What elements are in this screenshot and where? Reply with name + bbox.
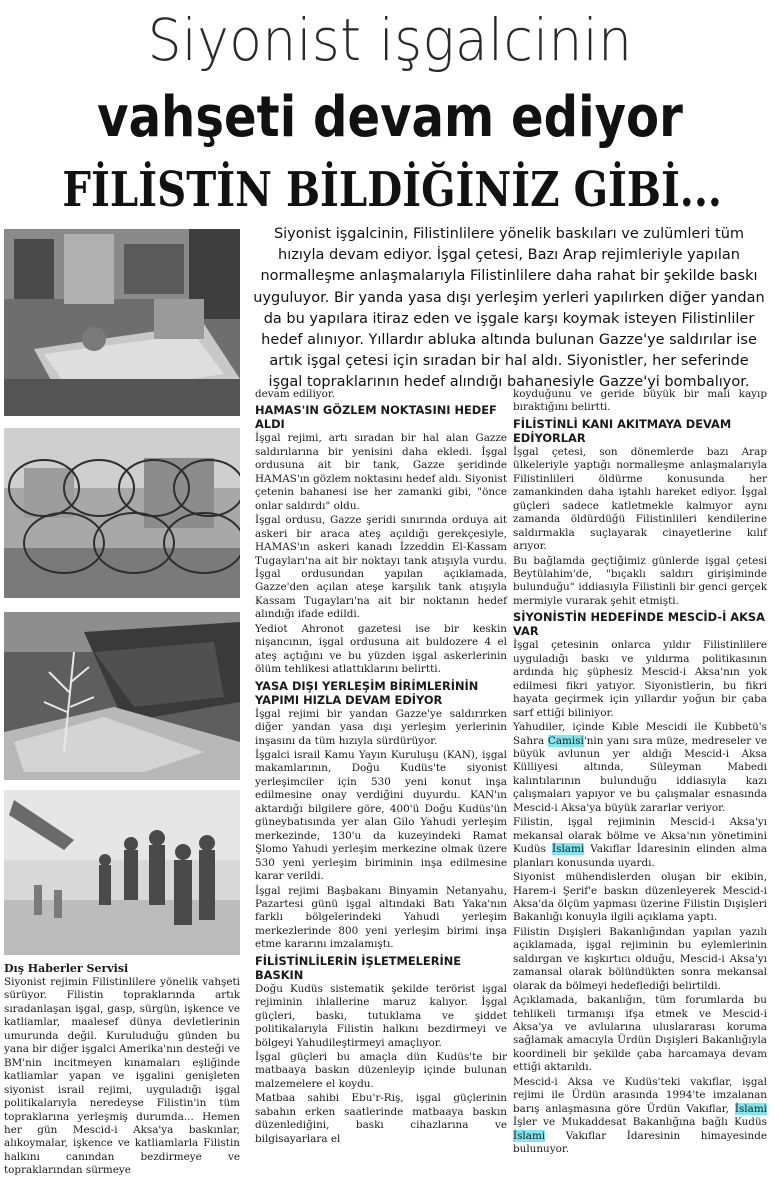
caption-text: Siyonist rejimin Filistinlilere yönelik vahşeti sürüyor. Filistin topraklarında artık sıradanlaşan işgal, gasp, sürgün, işkence ve katliamlar, maalesef dünya devletlerinin umurunda değil. Kuruluduğu günden bu yana bir diğer işgalci Amerika'nın desteği ve BM'nin incitmeyen kınamaları eşliğinde katliamlar yapan ve işgalini genişleten siyonist israil rejimi, uyguladığı işgal politikalarıyla neredeyse Filistin'in tüm topraklarına yerleşmiş durumda... Hemen her gün Mescid-i Aksa'ya baskınlar, alıkoymalar, işkence ve katliamlarla Filistin halkını canından bezdirmeye ve topraklarından sürmeye <box>4 976 240 1177</box>
highlighted-word: İslami <box>513 1129 546 1142</box>
subheading: SİYONİSTİN HEDEFİNDE MESCİD-İ AKSA VAR <box>513 610 765 639</box>
caption-title: Dış Haberler Servisi <box>4 962 129 975</box>
article-column-2 <box>255 388 507 1147</box>
text-run: İşler ve Mukaddesat Bakanlığına bağlı Kudüs <box>513 1116 767 1129</box>
highlighted-word: İslami <box>734 1102 767 1115</box>
paragraph <box>513 721 767 815</box>
paragraph <box>513 816 767 870</box>
paragraph: Doğu Kudüs sistematik şekilde terörist işgal rejiminin ihlallerine maruz kalıyor. İşgal güçleri, baskı, tutuklama ve şiddet politikalarıyla Filistin halkını bezdirmeyi ve bölgeyi Yahudileştirmeyi amaçlıyor. <box>255 982 507 1049</box>
paragraph: İşgal rejimi bir yandan Gazze'ye saldırırken diğer yandan yasa dışı yerleşim yerlerinin inşasını da tüm hızıyla sürdürüyor. <box>255 707 507 747</box>
text-run: Vakıflar İdaresinin elinden alma planları konusunda uyardı. <box>513 843 767 869</box>
headline-line-3: FİLİSTİN BİLDİĞİNİZ GİBİ... <box>62 162 722 218</box>
paragraph: İşgal çetesinin onlarca yıldır Filistinlilere uyguladığı baskı ve yıldırma politikasının ardında hiç şüphesiz Mescid-i Aksa'nın yok edilmesi fikri yatıyor. Siyonistlerin, bu fikri hayata geçirmek için yıllardır yoğun bir çaba sarf ettiği biliniyor. <box>513 639 767 719</box>
caption-column <box>4 976 240 1179</box>
text-run: Yahudiler, içinde Kıble Mescidi ile Kubbetü's Sahra <box>513 721 767 747</box>
text-run: Filistin, işgal rejiminin Mescid-i Aksa'yı mekansal olarak bölme ve Aksa'nın yönetimini Kudüs <box>513 816 767 856</box>
paragraph: Açıklamada, bakanlığın, tüm forumlarda bu tehlikeli tırmanışı ifşa etmek ve Mescid-i Aksa'ya ve avlularına uluslararası koruma sağlamak amacıyla Ürdün Dışişleri Bakanlığıyla koordineli bir şekilde çaba harcamaya devam ettiği aktarıldı. <box>513 994 767 1074</box>
paragraph: Filistin Dışişleri Bakanlığından yapılan yazılı açıklamada, işgal rejiminin bu eylemlerinin saldırgan ve kışkırtıcı olduğu, Mescid-i Aksa'yı zamansal olarak bölündükten sonra mekansal olarak da bölmeyi hedeflediği belirtildi. <box>513 925 767 992</box>
boot-and-plant-photo <box>4 612 240 780</box>
headline-line-1: Siyonist işgalcinin <box>147 6 633 74</box>
paragraph: Bu bağlamda geçtiğimiz günlerde işgal çetesi Beytülahim'de, "bıçaklı saldırı girişiminde bulunduğu" iddiasıyla Filistinli bir genci gerçek mermiyle vurarak şehit etmişti. <box>513 554 767 607</box>
paragraph: İşgal güçleri bu amaçla dün Kudüs'te bir matbaaya baskın düzenleyip içinde bulunan malzemelere el koydu. <box>255 1051 507 1090</box>
lead-paragraph: Siyonist işgalcinin, Filistinlilere yönelik baskıları ve zulümleri tüm hızıyla devam ediyor. İşgal çetesi, Bazı Arap rejimleriyle yapılan normalleşme anlaşmalarıyla Filistinlilere daha rahat bir şekilde baskı uyguluyor. Bir yanda yasa dışı yerleşim yerleri yapılırken diğer yandan da bu yapılara itiraz eden ve işgale karşı koymak isteyen Filistinliler hedef alınıyor. Yıllardır abluka altında bulunan Gazze'ye saldırılar ise artık işgal çetesi için sıradan bir hal aldı. Siyonistler, her seferinde işgal topraklarının hedef alındığı bahanesiyle Gazze'yi bombalıyor. <box>253 226 765 391</box>
paragraph: devam ediliyor. <box>255 388 336 400</box>
paragraph: Siyonist mühendislerden oluşan bir ekibin, Harem-i Şerif'e baskın düzenleyerek Mescid-i Aksa'da ölçüm yapması üzerine Filistin Dışişleri Bakanlığı konuyla ilgili açıklama yaptı. <box>513 871 767 924</box>
soldiers-photo <box>4 790 240 955</box>
paragraph: İşgal rejimi Başbakanı Binyamin Netanyahu, Pazartesi günü işgal altındaki Batı Yaka'nın farklı bölgelerindeki Yahudi yerleşim merkezlerinde 800 yeni yerleşim birimi inşa etme kararını imzalamıştı. <box>255 884 507 951</box>
paragraph: Yediot Ahronot gazetesi ise bir keskin nişancının, işgal ordusuna ait buldozere 4 el ateş açtığını ve bu yüzden işgal askerlerinin ölüm tehlikesi atlattıklarını belirtti. <box>255 622 507 676</box>
article-column-3 <box>513 388 767 1158</box>
paragraph: İşgal ordusu, Gazze şeridi sınırında orduya ait askeri bir araca ateş açıldığı gerekçesiyle, HAMAS'ın askeri kanadı İzzeddin El-Kassam Tugayları'na ait bir noktayı tank atışıyla vurdu. İşgal ordusundan yapılan açıklamada, Gazze'den açılan ateşe karşılık tank atışıyla Kassam Tugayları'na ait bir noktanın hedef alındığı ifade edildi. <box>255 514 507 621</box>
barbed-wire-photo <box>4 428 240 598</box>
subheading: HAMAS'IN GÖZLEM NOKTASINI HEDEF ALDI <box>255 403 497 432</box>
paragraph: Matbaa sahibi Ebu'r-Riş, işgal güçlerinin sabahın erken saatlerinde matbaaya baskın düzenlediğini, baskı cihazlarına ve bilgisayarlara el <box>255 1092 507 1145</box>
paragraph: İşgal çetesi, son dönemlerde bazı Arap ülkeleriyle yaptığı normalleşme anlaşmalarıyla Filistinlileri öldürme konusunda her zamankinden daha iştahlı hareket ediyor. İşgal güçleri sadece katletmekle kalmıyor aynı zamanda öldürdüğü Filistinlileri kendilerine saldırmakla suçlayarak cinayetlerine kılıf arıyor. <box>513 445 767 553</box>
text-run: Mescid-i Aksa ve Kudüs'teki vakıflar, işgal rejimi ile Ürdün arasında 1994'te imzalanan barış anlaşmasına göre Ürdün Vakıflar, <box>513 1075 767 1115</box>
paragraph <box>513 1076 767 1157</box>
highlighted-word: Camisi <box>547 734 584 747</box>
highlighted-word: İslami <box>552 843 585 856</box>
market-interior-photo <box>4 229 240 416</box>
paragraph: koyduğunu ve geride büyük bir mali kayıp bıraktığını belirtti. <box>513 388 767 414</box>
subheading: FİLİSTİNLİLERİN İŞLETMELERİNE BASKIN <box>255 953 462 982</box>
subheading: YASA DIŞI YERLEŞİM BİRİMLERİNİN YAPIMI HIZLA DEVAM EDİYOR <box>255 678 479 707</box>
headline-line-2: vahşeti devam ediyor <box>97 85 683 150</box>
text-run: 'nin yanı sıra müze, medreseler ve büyük avlunun yer aldığı Mescid-i Aksa Külliyesi altında, Süleyman Mabedi kalıntılarının bulunduğu iddiasıyla kazı çalışmaları yapıyor ve bu çalışmalar esnasında Mescid-i Aksa'ya büyük zararlar veriyor. <box>513 734 767 814</box>
text-run: Vakıflar İdaresinin himayesinde bulunuyor. <box>513 1129 767 1156</box>
paragraph: İşgalci israil Kamu Yayın Kuruluşu (KAN), işgal makamlarının, Doğu Kudüs'te siyonist yerleşimciler için 530 yeni konut inşa edilmesine onay verdiğini duyurdu. KAN'ın aktardığı bilgilere göre, 400'ü Doğu Kudüs'ün güneybatısında yer alan Gilo Yahudi yerleşim merkezinde, 130'u da kuzeyindeki Ramat Şlomo Yahudi yerleşim merkezine olmak üzere 530 yeni yerleşim biriminin inşa edilmesine karar verildi. <box>255 748 507 883</box>
paragraph: İşgal rejimi, artı sıradan bir hal alan Gazze saldırılarına bir yenisini daha ekledi. İşgal ordusuna ait bir tank, Gazze şeridinde HAMAS'ın gözlem noktasını hedef aldı. Siyonist çetenin bahanesi ise her zamanki gibi, "önce onlar saldırdı" oldu. <box>255 432 507 512</box>
subheading: FİLİSTİNLİ KANI AKITMAYA DEVAM EDİYORLAR <box>513 416 732 445</box>
